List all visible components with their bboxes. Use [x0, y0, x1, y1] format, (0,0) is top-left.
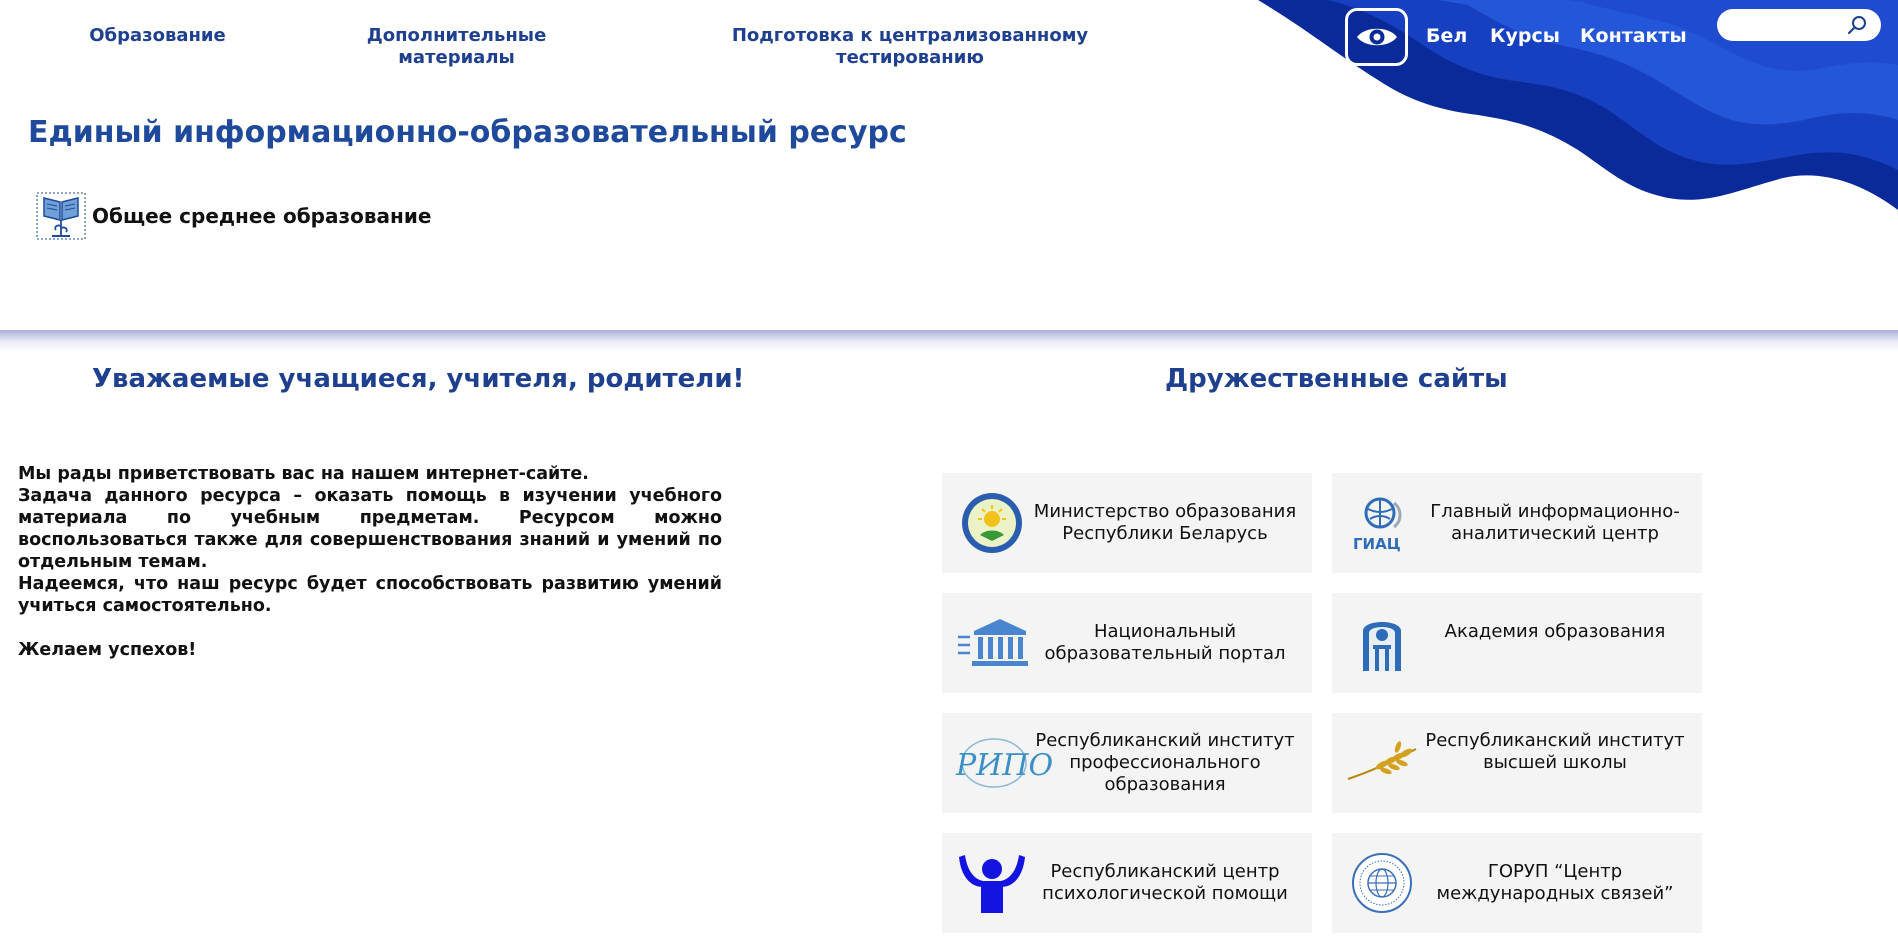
friend-card-rivsh[interactable]: [1332, 713, 1702, 813]
friend-card-intl-center[interactable]: [1332, 833, 1702, 933]
friend-label: Главный информационно-аналитический центр: [1430, 501, 1680, 544]
welcome-text: [18, 463, 722, 661]
nav-ct-preparation[interactable]: Подготовка к централизованному тестированию: [731, 25, 1089, 68]
welcome-paragraph: Мы рады приветствовать вас на нашем интернет-сайте.: [18, 464, 589, 484]
search-input[interactable]: [1729, 11, 1853, 39]
friend-card-psy-center[interactable]: [942, 833, 1312, 933]
site-title: Единый информационно-образовательный ресурс: [28, 115, 907, 150]
wheat-ear-icon: [1346, 743, 1418, 783]
friend-label: Министерство образования Республики Беларусь: [1033, 501, 1297, 544]
eye-icon: [1355, 23, 1399, 51]
friend-label: Республиканский институт профессионального образования: [1035, 730, 1295, 795]
contacts-link[interactable]: Контакты: [1580, 25, 1687, 47]
search-box: [1717, 9, 1881, 41]
friend-label: Национальный образовательный портал: [1044, 621, 1286, 664]
friend-label: Республиканский институт высшей школы: [1425, 730, 1685, 773]
friend-card-ripo[interactable]: [942, 713, 1312, 813]
book-tree-icon: [36, 190, 86, 242]
welcome-wish: Желаем успехов!: [18, 640, 197, 660]
welcome-paragraph: Надеемся, что наш ресурс будет способствовать развитию умений учиться самостоятельно.: [18, 574, 722, 616]
friend-label: ГОРУП “Центр международных связей”: [1436, 861, 1674, 904]
section-general-education[interactable]: [36, 190, 431, 242]
friend-card-portal[interactable]: [942, 593, 1312, 693]
lang-bel-link[interactable]: Бел: [1426, 25, 1468, 47]
section-label: Общее среднее образование: [92, 204, 432, 228]
page-header: [0, 0, 1898, 330]
svg-text:РИПО: РИПО: [956, 748, 1054, 783]
welcome-paragraph: Задача данного ресурса – оказать помощь в изучении учебного материала по учебным предметам. Ресурсом можно воспользоваться также для совершенствования знаний и умений по отдельным темам.: [18, 486, 722, 572]
academy-logo-icon: [1357, 611, 1407, 675]
giac-logo-icon: [1350, 491, 1414, 555]
friend-label: Республиканский центр психологической помощи: [1042, 861, 1288, 904]
portal-building-icon: [956, 615, 1028, 671]
psy-help-icon: [957, 851, 1027, 915]
nav-extra-materials[interactable]: Дополнительные материалы: [366, 25, 547, 68]
ripo-logo-icon: [954, 733, 1054, 793]
ministry-emblem-icon: [960, 491, 1024, 555]
nav-education[interactable]: Образование: [89, 25, 226, 46]
friend-card-giac[interactable]: [1332, 473, 1702, 573]
friend-card-ministry[interactable]: [942, 473, 1312, 573]
friend-label: Академия образования: [1444, 621, 1666, 642]
search-icon[interactable]: [1847, 15, 1867, 35]
globe-emblem-icon: [1350, 851, 1414, 915]
welcome-title: Уважаемые учащиеся, учителя, родители!: [92, 364, 745, 394]
svg-text:ГИАЦ: ГИАЦ: [1353, 535, 1401, 553]
accessibility-button[interactable]: [1345, 8, 1408, 66]
friends-title: Дружественные сайты: [1165, 364, 1508, 394]
courses-link[interactable]: Курсы: [1490, 25, 1560, 47]
friend-card-academy[interactable]: [1332, 593, 1702, 693]
